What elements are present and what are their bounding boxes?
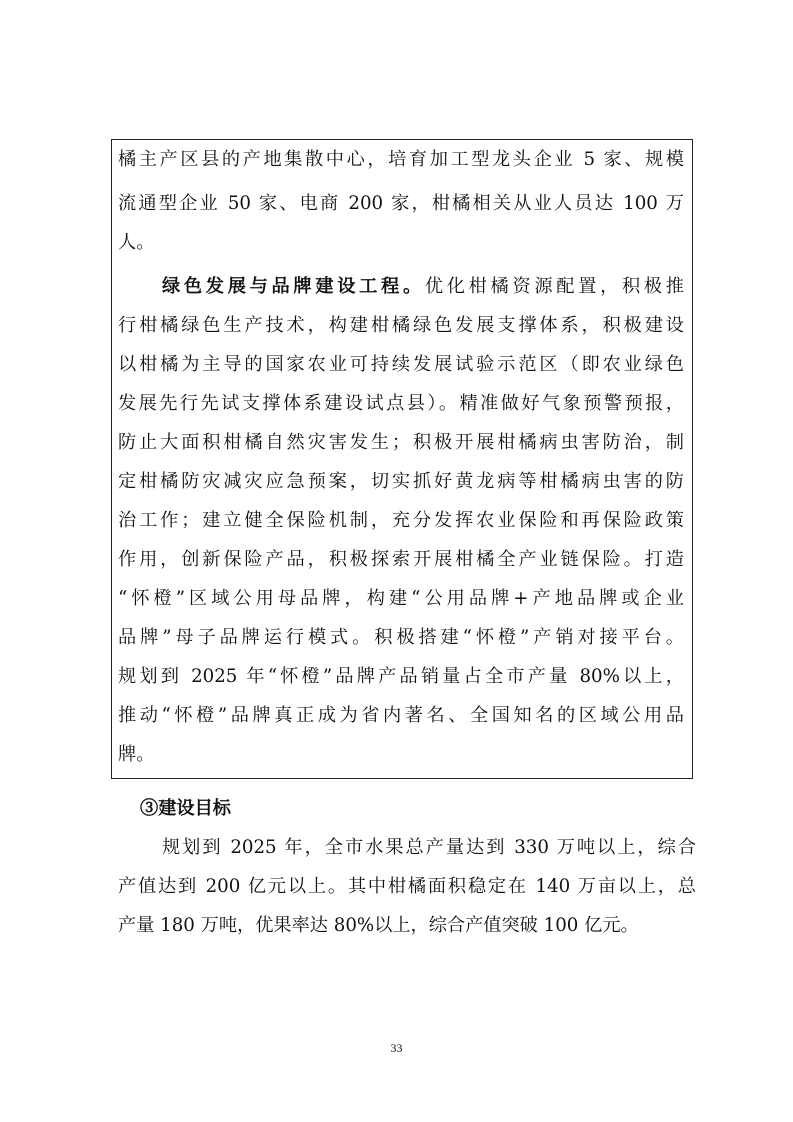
green-line: 品牌”母子品牌运行模式。积极搭建“怀橙”产销对接平台。 xyxy=(118,627,684,648)
green-line: 规划到 2025 年“怀橙”品牌产品销量占全市产量 80%以上， xyxy=(118,666,684,687)
goal-line: 规划到 2025 年，全市水果总产量达到 330 万吨以上，综合 xyxy=(162,837,696,858)
box-line-3: 人。 xyxy=(118,232,155,253)
green-line: 行柑橘绿色生产技术，构建柑橘绿色发展支撑体系，积极建设 xyxy=(118,315,684,336)
green-line: 推动“怀橙”品牌真正成为省内著名、全国知名的区域公用品 xyxy=(118,705,684,726)
green-line: 以柑橘为主导的国家农业可持续发展试验示范区（即农业绿色 xyxy=(118,354,684,375)
green-line: 治工作；建立健全保险机制，充分发挥农业保险和再保险政策 xyxy=(118,510,684,531)
green-first-line xyxy=(162,273,684,301)
green-line: 作用，创新保险产品，积极探索开展柑橘全产业链保险。打造 xyxy=(118,549,684,570)
green-line: 发展先行先试支撑体系建设试点县）。精准做好气象预警预报， xyxy=(118,393,684,414)
page-number: 33 xyxy=(390,1041,403,1055)
goal-heading: ③建设目标 xyxy=(140,798,231,819)
green-line: “怀橙”区域公用母品牌，构建“公用品牌+产地品牌或企业 xyxy=(118,588,684,609)
green-title: 绿色发展与品牌建设工程。 xyxy=(162,276,425,297)
green-line: 防止大面积柑橘自然灾害发生；积极开展柑橘病虫害防治，制 xyxy=(118,432,684,453)
green-line: 定柑橘防灾减灾应急预案，切实抓好黄龙病等柑橘病虫害的防 xyxy=(118,471,684,492)
green-line: 牌。 xyxy=(118,744,155,765)
box-line-1: 橘主产区县的产地集散中心，培育加工型龙头企业 5 家、规模 xyxy=(118,149,684,170)
goal-line: 产量 180 万吨，优果率达 80%以上，综合产值突破 100 亿元。 xyxy=(118,915,639,936)
box-line-2: 流通型企业 50 家、电商 200 家，柑橘相关从业人员达 100 万 xyxy=(118,193,684,214)
green-first-rest: 优化柑橘资源配置，积极推 xyxy=(424,276,684,297)
goal-line: 产值达到 200 亿元以上。其中柑橘面积稳定在 140 万亩以上，总 xyxy=(118,876,696,897)
